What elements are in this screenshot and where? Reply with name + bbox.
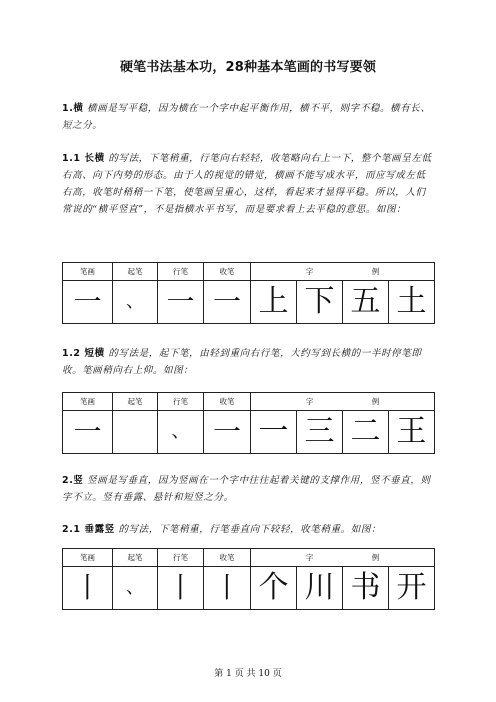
header-cell: 收笔 <box>204 393 251 411</box>
section-text: 的写法，下笔稍重，行笔垂直向下较轻，收笔稍重。如图： <box>118 524 382 535</box>
stroke-cell: 、 <box>113 281 158 324</box>
section-label: 2.1 垂露竖 <box>62 524 115 535</box>
section-label: 1.2 短横 <box>62 348 105 359</box>
section-heng <box>62 100 434 134</box>
header-cell: 收笔 <box>204 549 251 567</box>
header-cell-examples: 字 例 <box>251 393 435 411</box>
page-footer: 第 1 页 共 10 页 <box>214 669 282 679</box>
example-char: 二 <box>343 411 389 454</box>
stroke-cell: 一 <box>204 411 251 454</box>
stroke-table-3 <box>62 548 435 610</box>
section-text: 横画是写平稳，因为横在一个字中起平衡作用，横不平，则字不稳。横有长、短之分。 <box>62 103 431 131</box>
example-char: 开 <box>389 567 435 610</box>
example-char: 书 <box>343 567 389 610</box>
example-char: 五 <box>343 281 389 324</box>
header-cell: 起笔 <box>113 549 158 567</box>
example-char: 王 <box>389 411 435 454</box>
section-text: 的写法，下笔稍重，行笔向右轻轻，收笔略向右上一下，整个笔画呈左低右高、向下内势的形态。由于人的视觉的错觉，横画不能写成水平，而应写成左低右高，收笔时稍稍一下笔，使笔画呈重心，这样，看起来才显得平稳。所以，人们常说的“横平竖直”，不是指横水平书写，而是要求看上去平稳的意思。如图： <box>62 153 432 215</box>
header-cell-examples: 字 例 <box>251 263 435 281</box>
example-char: 上 <box>251 281 297 324</box>
stroke-cell: 、 <box>158 411 204 454</box>
section-chui-lu-shu <box>62 521 434 538</box>
header-cell: 笔画 <box>63 549 113 567</box>
example-char: 土 <box>389 281 435 324</box>
example-char: 川 <box>297 567 343 610</box>
page-title: 硬笔书法基本功，28种基本笔画的书写要领 <box>119 60 377 75</box>
section-duan-heng <box>62 345 434 379</box>
stroke-table-1 <box>62 262 435 324</box>
header-cell: 起笔 <box>113 263 158 281</box>
header-cell: 收笔 <box>204 263 251 281</box>
section-chang-heng <box>62 150 434 218</box>
section-shu <box>62 472 434 506</box>
header-cell: 笔画 <box>63 393 113 411</box>
stroke-cell <box>113 411 158 454</box>
stroke-cell: 一 <box>158 281 204 324</box>
stroke-cell: 丨 <box>63 567 113 610</box>
header-cell: 行笔 <box>158 263 204 281</box>
section-text: 的写法是，起下笔，由轻到重向右行笔，大约写到长横的一半时停笔即收。笔画稍向右上仰。如图： <box>62 348 422 376</box>
section-text: 竖画是写垂直，因为竖画在一个字中往往起着关键的支撑作用，竖不垂直，则字不立。竖有垂露、悬针和短竖之分。 <box>62 475 431 503</box>
header-cell: 笔画 <box>63 263 113 281</box>
example-char: 一 <box>251 411 297 454</box>
stroke-cell: 一 <box>63 411 113 454</box>
example-char: 下 <box>297 281 343 324</box>
section-label: 2.竖 <box>62 475 84 486</box>
example-char: 个 <box>251 567 297 610</box>
header-cell-examples: 字 例 <box>251 549 435 567</box>
example-char: 三 <box>297 411 343 454</box>
stroke-cell: 丨 <box>158 567 204 610</box>
header-cell: 行笔 <box>158 549 204 567</box>
section-label: 1.横 <box>62 103 84 114</box>
stroke-cell: 、 <box>113 567 158 610</box>
stroke-table-2 <box>62 392 435 454</box>
stroke-cell: 丨 <box>204 567 251 610</box>
header-cell: 起笔 <box>113 393 158 411</box>
stroke-cell: 一 <box>63 281 113 324</box>
stroke-cell: 一 <box>204 281 251 324</box>
header-cell: 行笔 <box>158 393 204 411</box>
section-label: 1.1 长横 <box>62 153 105 164</box>
